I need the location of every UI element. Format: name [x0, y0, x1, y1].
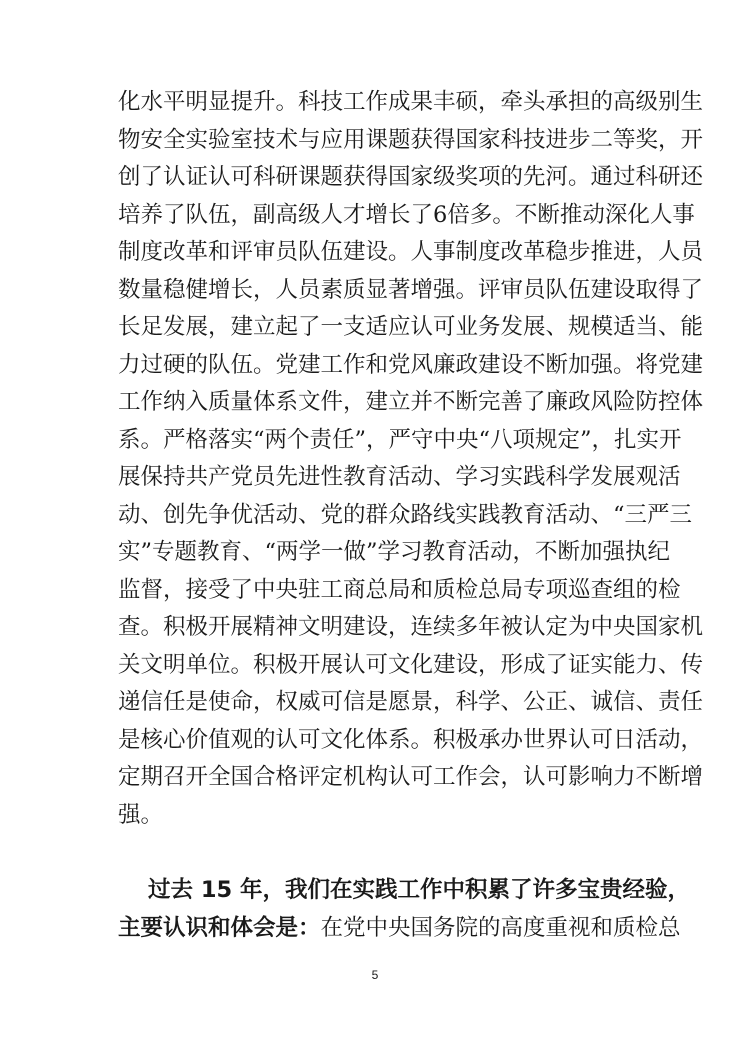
page-number: 5: [371, 968, 379, 982]
text-line: 监督，接受了中央驻工商总局和质检总局专项巡查组的检: [118, 576, 681, 603]
body-paragraph: [118, 84, 704, 834]
text-line: 物安全实验室技术与应用课题获得国家科技进步二等奖，开: [118, 126, 704, 153]
bold-lead-text: 主要认识和体会是：: [118, 914, 321, 941]
text-line: 查。积极开展精神文明建设，连续多年被认定为中央国家机: [118, 614, 704, 640]
text-line: 制度改革和评审员队伍建设。人事制度改革稳步推进，人员: [118, 239, 704, 265]
text-line: 强。: [118, 801, 164, 828]
text-line: 化水平明显提升。科技工作成果丰硕，牵头承担的高级别生: [118, 89, 704, 115]
body-paragraph-bold-lead: [118, 872, 690, 947]
text-line: 长足发展，建立起了一支适应认可业务发展、规模适当、能: [118, 314, 704, 340]
text-line: 工作纳入质量体系文件，建立并不断完善了廉政风险防控体: [118, 389, 704, 415]
text-line: 是核心价值观的认可文化体系。积极承办世界认可日活动，: [118, 726, 704, 753]
text-line: 实”专题教育、“两学一做”学习教育活动，不断加强执纪: [118, 539, 671, 565]
text-line: 创了认证认可科研课题获得国家级奖项的先河。通过科研还: [118, 164, 704, 190]
text-line: [118, 910, 681, 948]
text-line: 系。严格落实“两个责任”，严守中央“八项规定”，扎实开: [118, 426, 682, 453]
text-line: 展保持共产党员先进性教育活动、学习实践科学发展观活: [118, 464, 681, 490]
regular-text: 在党中央国务院的高度重视和质检总: [320, 914, 681, 941]
text-line: 数量稳健增长，人员素质显著增强。评审员队伍建设取得了: [118, 276, 704, 303]
text-line: 关文明单位。积极开展认可文化建设，形成了证实能力、传: [118, 651, 704, 678]
bold-text-line: 过去 15 年，我们在实践工作中积累了许多宝贵经验，: [148, 877, 690, 903]
text-line: 力过硬的队伍。党建工作和党风廉政建设不断加强。将党建: [118, 351, 704, 378]
text-line: 递信任是使命，权威可信是愿景，科学、公正、诚信、责任: [118, 689, 704, 715]
text-line: 动、创先争优活动、党的群众路线实践教育活动、“三严三: [118, 501, 693, 528]
text-line: 定期召开全国合格评定机构认可工作会，认可影响力不断增: [118, 764, 704, 790]
text-line: 培养了队伍，副高级人才增长了6倍多。不断推动深化人事: [118, 201, 695, 228]
